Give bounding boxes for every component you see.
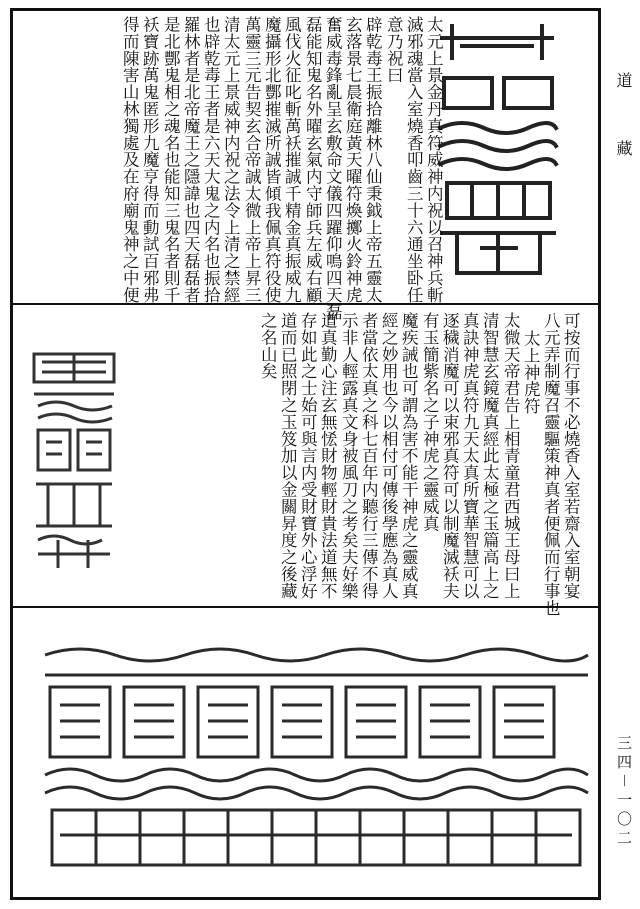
text-column: 玄落景七晨衛庭黃天曜符煥擲火鈴神虎 xyxy=(343,16,363,304)
text-column: 也辟亁毒王者是六天大鬼之内名也振拾 xyxy=(201,16,221,304)
text-column: 太元上景金丹真符威神内祝以召神兵斬 xyxy=(424,16,444,304)
text-column: 滅邪魂當入室燒香叩齒三十六通坐卧任 xyxy=(404,16,424,304)
text-column: 得而陳害山林獨處及在府廟鬼神之中便 xyxy=(120,16,140,304)
text-column: 魔疾誡也可謂為害不能干神虎之靈威真 xyxy=(399,312,419,600)
text-column: 袄寶跡萬鬼匿形九魔亨得而動試百邪弗 xyxy=(140,16,160,304)
text-column: 羅林者是北帝魔王之隱諱也四天磊磊者 xyxy=(181,16,201,304)
text-column: 道而已照閉之玉笈加以金關昇度之後藏 xyxy=(278,312,298,600)
text-column: 魔攝形北酆摧滅所誠皆傾我佩真符役使 xyxy=(262,16,282,304)
margin-collection-title: 道 藏 xyxy=(614,72,633,174)
text-column: 太微天帝君告上相青童君西城王母曰上 xyxy=(501,312,521,600)
text-column: 是北酆鬼相之魂名也能知三鬼名者則千 xyxy=(161,16,181,304)
text-column: 清太元上景威神内祝之法令上清之禁經 xyxy=(221,16,241,304)
text-column: 有玉簡紫名之子神虎之靈威真 xyxy=(420,312,440,532)
talisman-band-bottom xyxy=(40,635,592,877)
text-column: 逐穢消魔可以束邪真符可以制魔滅袄夫 xyxy=(440,312,460,600)
text-column: 八元弄制魔召靈驅策神真者便佩而行事也 xyxy=(541,312,561,617)
text-column: 萬靈三元告契玄合帝誠太微上帝上昇三 xyxy=(242,16,262,304)
text-column: 奮威毒鋒亂呈玄敷命文儀四躍仰鳴四天磊 xyxy=(323,16,343,321)
text-column: 清智慧玄鏡魔真經此太極之玉篇高上之 xyxy=(480,312,500,600)
text-column: 之名山矣 xyxy=(258,312,278,380)
talisman-seal-small xyxy=(28,350,120,572)
text-column: 磊能知鬼名外曜玄氣内守師兵左威右顧 xyxy=(303,16,323,304)
section-heading: 太上神虎符 xyxy=(521,330,541,415)
text-column: 存如此之士始可與言内受財寶外心浮好 xyxy=(298,312,318,600)
text-column: 道真勤心注玄無恡財物輕財貴法道無不 xyxy=(318,312,338,600)
talisman-seal-large xyxy=(432,18,564,283)
text-column: 真訣神虎真符九天太真所寶華智慧可以 xyxy=(460,312,480,600)
text-column: 經之妙用也今以相付可傳後學應為真人 xyxy=(379,312,399,600)
text-column: 可按而行事不必燒香入室若齋入室朝宴 xyxy=(561,312,581,600)
margin-page-number: 三四－一〇二 xyxy=(615,735,633,850)
section-divider-bottom xyxy=(10,606,601,608)
text-column: 示非人輕露真文身被風刀之考矣夫好樂 xyxy=(339,312,359,600)
text-column: 風伐火征叱斬萬袄摧誠千精金真振威九 xyxy=(282,16,302,304)
text-column: 意乃祝曰 xyxy=(384,16,404,84)
text-column: 者當依太真之科七百年内聽行三傳不得 xyxy=(359,312,379,600)
text-column: 辟亁毒王振拾離林八仙秉鉞上帝五靈太 xyxy=(363,16,383,304)
